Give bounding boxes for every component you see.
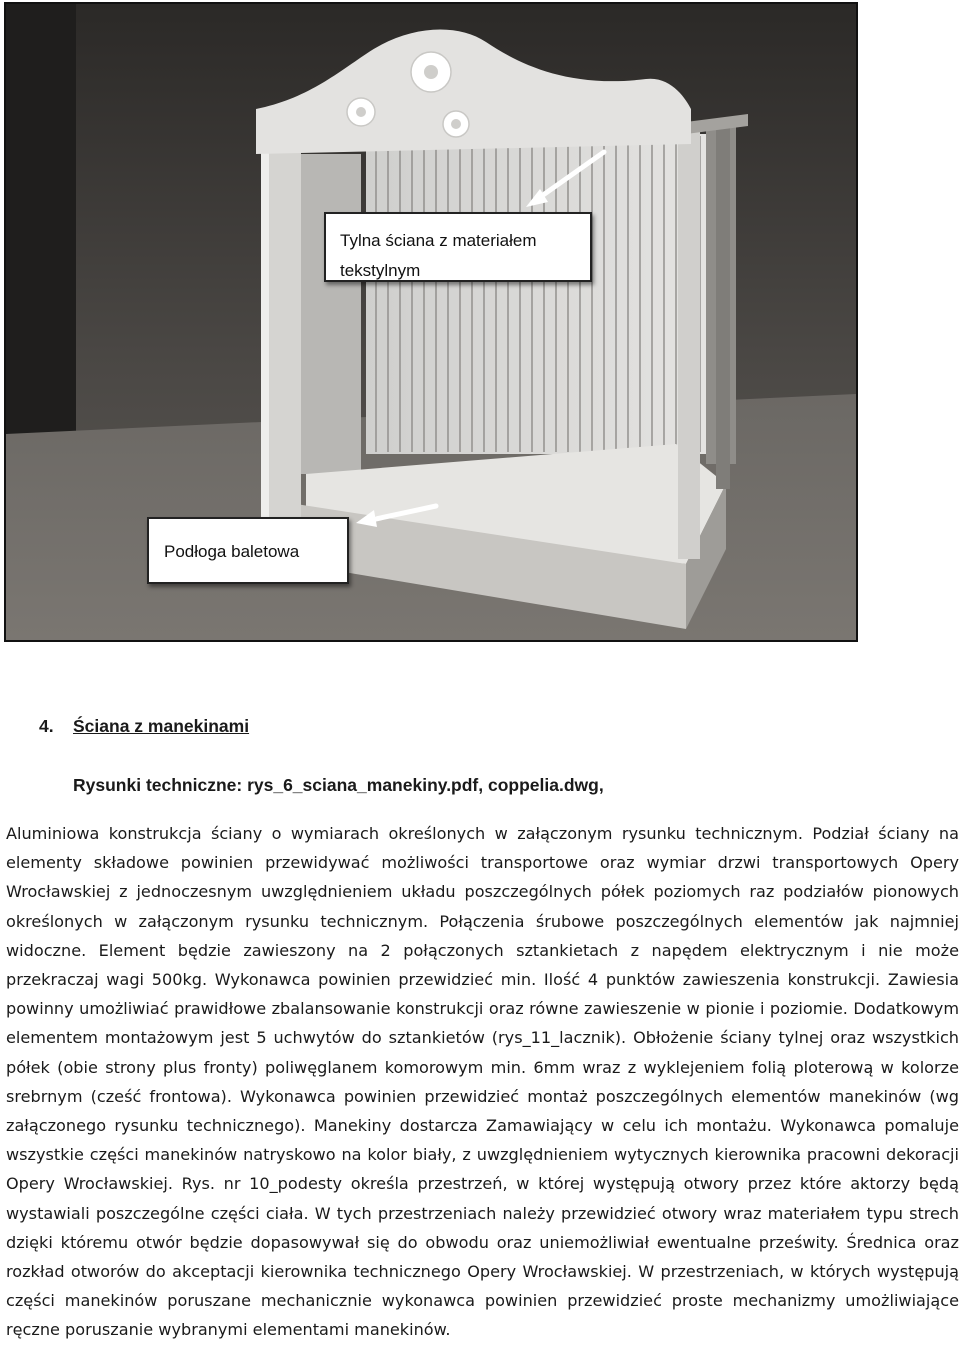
stage-model-photo [4,2,858,642]
floor-label: Podłoga baletowa [164,542,300,561]
back-wall-callout [324,212,592,282]
back-wall [366,134,706,454]
floor-callout [147,517,349,584]
back-wall-label: Tylna ściana z materiałem tekstylnym [340,231,537,280]
section-title: Ściana z manekinami [73,716,250,736]
section-number: 4. [39,716,54,736]
section-body-paragraph: Aluminiowa konstrukcja ściany o wymiarach określonych w załączonym rysunku technicznym. Podział ściany na elementy składowe powinien przewidywać możliwości transportowe oraz wymiar drzwi transportowych Opery Wrocławskiej z jednoczesnym uwzględnieniem układu poszczególnych półek poziomych raz podziałów pionowych określonych w załączonym rysunku technicznym. Połączenia śrubowe poszczególnych elementów jak najmniej widoczne. Element będzie zawieszony na 2 połączonych sztankietach z napędem elektrycznym i nie może przekraczaj wagi 500kg. Wykonawca powinien przewidzieć min. Ilość 4 punktów zawieszenia konstrukcji. Zawiesia powinny umożliwiać prawidłowe zbalansowanie konstrukcji oraz równe zawieszenie w pionie i poziomie. Dodatkowym elementem montażowym jest 5 uchwytów do sztankietów (rys_11_lacznik). Obłożenie ściany tylnej oraz wszystkich półek (obie strony plus fronty) poliwęglanem komorowym min. 6mm wraz z wyklejeniem folią ploterową w kolorze srebrnym (cześć frontowa). Wykonawca powinien przewidzieć montaż poszczególnych elementów manekinów (wg załączonego rysunku technicznego). Manekiny dostarcza Zamawiający w celu ich montażu. Wykonawca pomaluje wszystkie części manekinów natryskowo na kolor biały, z uwzględnieniem wytycznych kierownika pracowni dekoracji Opery Wrocławskiej. Rys. nr 10_podesty określa przestrzeń, w której występują otwory przez które aktorzy będą wystawiali poszczególne części ciała. W tych przestrzeniach należy przewidzieć otwory wraz materiałem typu strech dzięki któremu otwór będzie dopasowywał się do obwodu oraz uniemożliwiał ewentualne prześwity. Średnica oraz rozkład otworów do akceptacji kierownika technicznego Opery Wrocławskiej. W przestrzeniach, w których występują części manekinów poruszane mechanicznie wykonawca powinien przewidzieć proste mechanizmy umożliwiające ręczne poruszanie wybranymi elementami manekinów. [6,824,959,1340]
technical-drawings-line: Rysunki techniczne: rys_6_sciana_manekiny.pdf, coppelia.dwg, [73,775,604,795]
stage-model-illustration [6,4,856,640]
section-heading [39,716,249,737]
